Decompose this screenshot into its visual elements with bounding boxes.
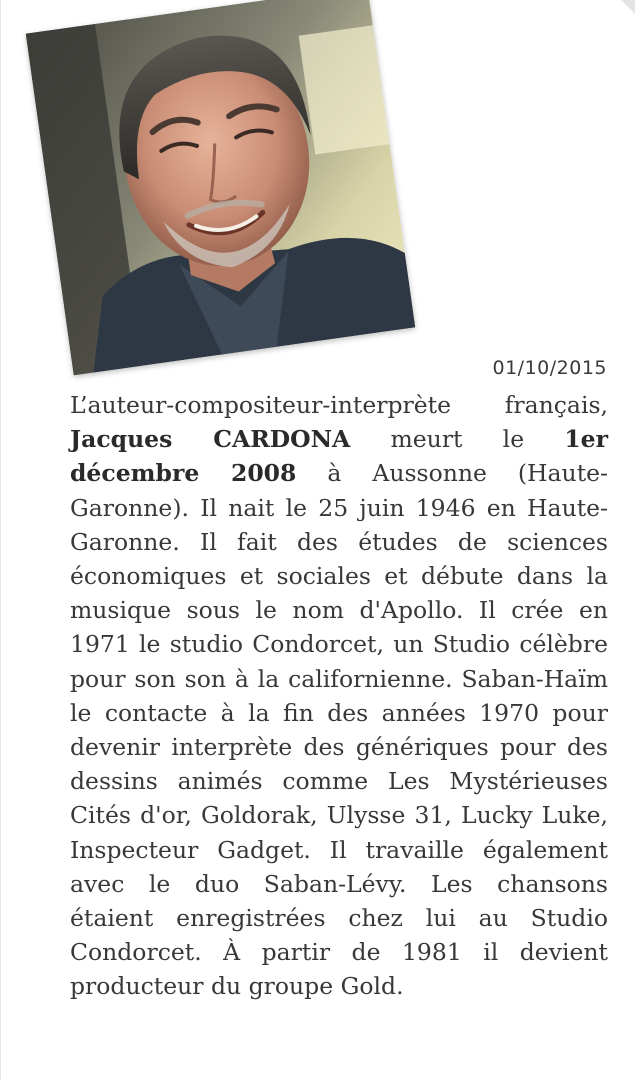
article-text: à Aussonne (Haute-Garonne). Il nait le 25 juin 1946 en Haute-Garonne. Il fait des études de sciences économiques et sociales et débute dans la musique sous le nom d'Apollo. Il crée en 1971 le studio Condorcet, un Studio célèbre pour son son à la californienne. Saban-Haïm le contacte à la fin des années 1970 pour devenir interprète des génériques pour des dessins animés comme Les Mystérieuses Cités d'or, Goldorak, Ulysse 31, Lucky Luke, Inspecteur Gadget. Il travaille également avec le duo Saban-Lévy. Les chansons étaient enregistrées chez lui au Studio Condorcet. À partir de 1981 il devient producteur du groupe Gold.: [70, 459, 608, 1001]
article-death-date: 1er décembre 2008: [70, 425, 608, 488]
article-name: Jacques CARDONA: [70, 425, 351, 454]
article-mid: meurt le: [350, 425, 565, 454]
article-body: [70, 388, 608, 1004]
portrait-photo: [26, 0, 416, 375]
corner-fold: [621, 0, 635, 14]
article-date: 01/10/2015: [492, 357, 607, 379]
portrait-photo-image: [26, 0, 416, 375]
article-intro: L’auteur-compositeur-interprète français,: [70, 391, 608, 419]
